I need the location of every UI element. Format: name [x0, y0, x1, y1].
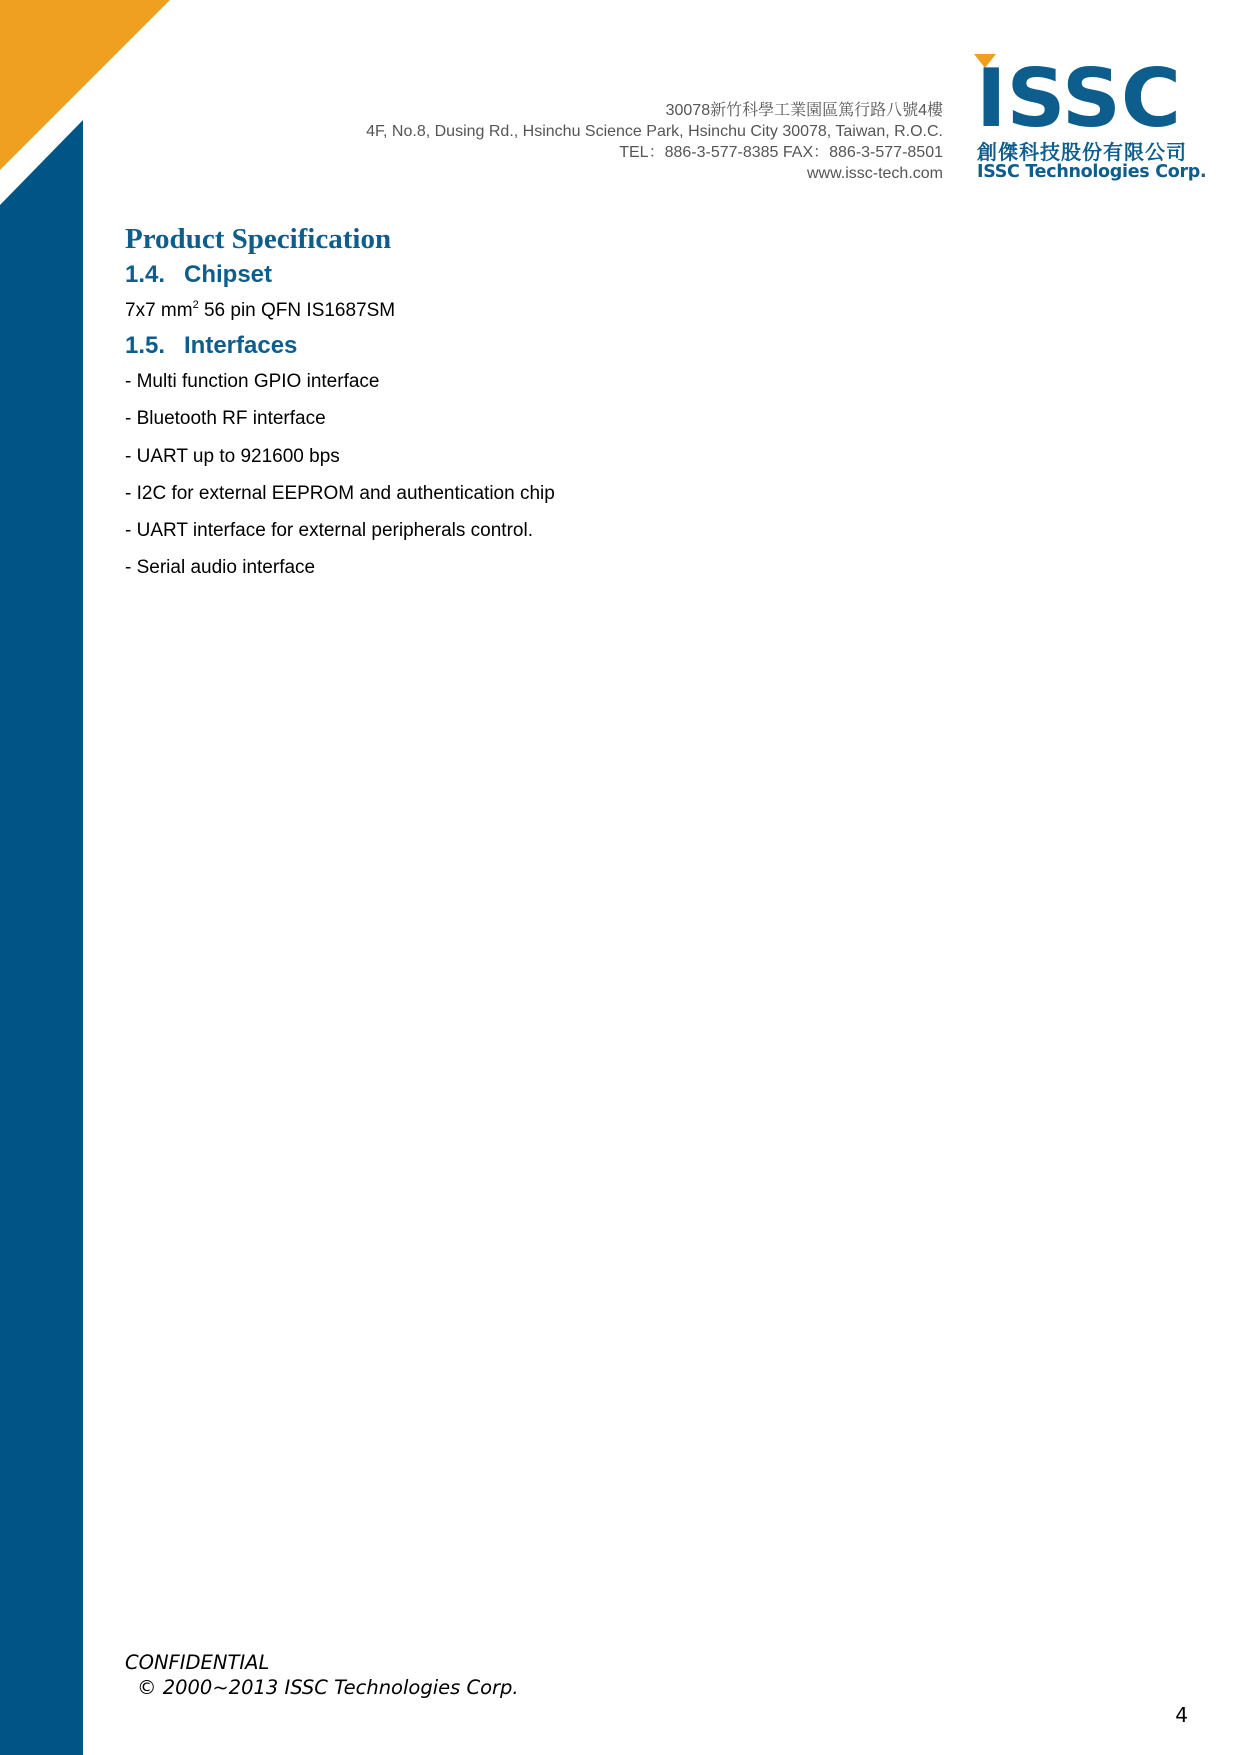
- chipset-description: [125, 300, 1125, 322]
- document-title: Product Specification: [125, 223, 392, 255]
- section-number: 1.4.: [125, 261, 166, 288]
- company-logo: [972, 52, 1207, 187]
- logo-english-name: ISSC Technologies Corp.: [977, 162, 1207, 182]
- chipset-package: 56 pin QFN IS1687SM: [198, 300, 396, 321]
- logo-chinese-name: 創傑科技股份有限公司: [977, 140, 1187, 164]
- orange-corner-triangle: [0, 0, 170, 170]
- section-number: 1.5.: [125, 332, 166, 359]
- confidential-label: CONFIDENTIAL: [125, 1651, 270, 1674]
- company-address: [366, 100, 943, 184]
- list-item: - UART up to 921600 bps: [125, 445, 340, 467]
- list-item: - Multi function GPIO interface: [125, 371, 380, 392]
- section-title: Chipset: [184, 261, 273, 288]
- section-heading-interfaces: [125, 331, 1125, 361]
- list-item: - I2C for external EEPROM and authentication chip: [125, 482, 555, 504]
- interfaces-list: [125, 371, 1125, 595]
- chipset-size: 7x7 mm: [125, 300, 193, 321]
- list-item: - Serial audio interface: [125, 557, 316, 579]
- list-item: - Bluetooth RF interface: [125, 408, 326, 430]
- superscript-exponent: 2: [192, 299, 199, 311]
- address-english: 4F, No.8, Dusing Rd., Hsinchu Science Park, Hsinchu City 30078, Taiwan, R.O.C.: [366, 123, 943, 140]
- blue-side-band: [0, 120, 83, 1755]
- issc-logo-mark: [972, 52, 1187, 134]
- logo-mark-text: ISSC: [976, 52, 1181, 134]
- section-title: Interfaces: [184, 332, 298, 359]
- list-item: - UART interface for external peripherals control.: [125, 520, 533, 542]
- page-number: 4: [1175, 1703, 1188, 1727]
- copyright-notice: © 2000~2013 ISSC Technologies Corp.: [137, 1676, 519, 1699]
- document-body: [125, 220, 1125, 595]
- section-heading-chipset: [125, 260, 1125, 290]
- website: www.issc-tech.com: [806, 165, 943, 182]
- address-chinese: 30078新竹科學工業園區篤行路八號4樓: [665, 102, 943, 119]
- phone-fax: TEL：886-3-577-8385 FAX：886-3-577-8501: [619, 144, 943, 161]
- page-footer: [125, 1650, 519, 1700]
